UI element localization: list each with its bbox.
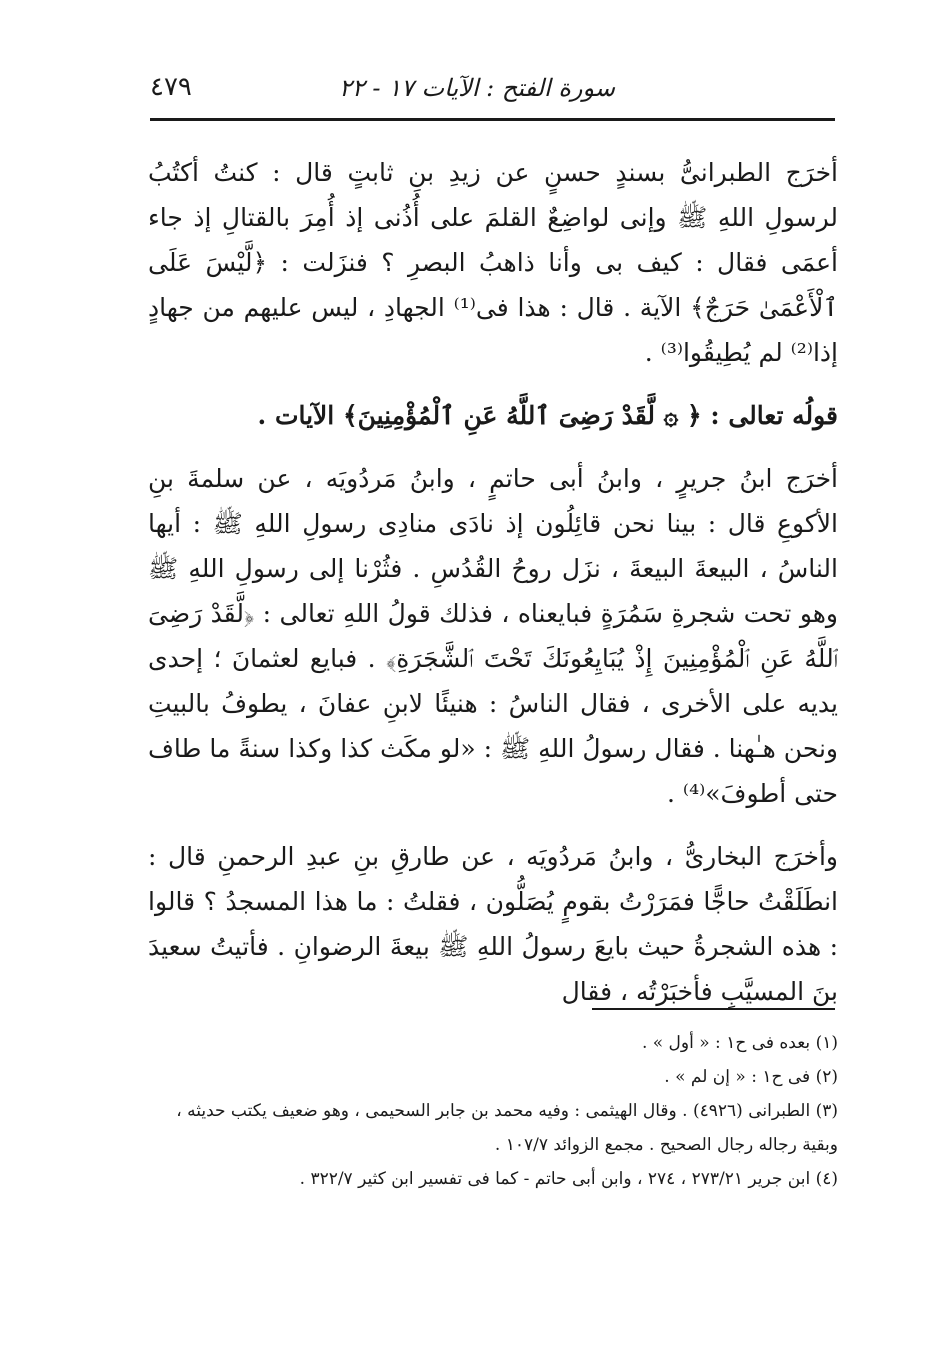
paragraph-bukhari: وأخرَج البخارىُّ ، وابنُ مَردُويَه ، عن طارقِ بنِ عبدِ الرحمنِ قال : انطَلَقْتُ حاجًّا فمَرَرْتُ بقومٍ يُصَلُّون ، فقلتُ : ما هذا المسجدُ ؟ قالوا : هذه الشجرةُ حيث بايعَ رسولُ اللهِ ﷺ بيعةَ الرضوانِ . فأتيتُ سعيدَ بنَ المسيَّبِ فأخبَرْتُه ، فقال [148,842,838,1006]
paragraph-tabarani: أخرَج الطبرانىُّ بسندٍ حسنٍ عن زيدِ بنِ ثابتٍ قال : كنتُ أكتُبُ لرسولِ اللهِ ﷺ وإنى لواضِعٌ القلمَ على أُذُنى إذ أُمِرَ بالقتالِ إذ جاء أعمَى فقال : كيف بى وأنا ذاهبُ البصرِ ؟ فنزَلت : ﴿لَّيْسَ عَلَى ٱلْأَعْمَىٰ حَرَجٌ﴾ الآية . قال : هذا فى⁽¹⁾ الجهادِ ، ليس عليهم من جهادٍ إذا⁽²⁾ لم يُطِيقُوا⁽³⁾ . [148,158,838,367]
page-number: ٤٧٩ [150,72,192,102]
footnote-3: (٣) الطبرانى (٤٩٢٦) . وقال الهيثمى : وفيه محمد بن جابر السحيمى ، وهو ضعيف يكتب حديثه ، وبقية رجاله رجال الصحيح . مجمع الزوائد ١٠٧/٧ . [176,1101,838,1155]
footnote-2: (٢) فى ح١ : « إن لم » . [664,1067,838,1087]
footnote-4: (٤) ابن جرير ٢٧٣/٢١ ، ٢٧٤ ، وابن أبى حاتم - كما فى تفسير ابن كثير ٣٢٢/٧ . [299,1169,838,1189]
header-rule [150,118,835,121]
verse-heading: قولُه تعالى : ﴿ ۞ لَّقَدْ رَضِىَ ٱللَّهُ عَنِ ٱلْمُؤْمِنِينَ﴾ الآيات . [257,401,838,430]
main-text [148,150,838,1014]
footnotes [150,1026,838,1196]
running-head-title: سورة الفتح : الآيات ١٧ - ٢٢ [338,74,615,102]
running-head [150,68,835,112]
paragraph-ibn-jarir: أخرَج ابنُ جريرٍ ، وابنُ أبى حاتمٍ ، وابنُ مَردُويَه ، عن سلمةَ بنِ الأكوعِ قال : بينا نحن قائِلُون إذ نادَى منادِى رسولِ اللهِ ﷺ : أيها الناسُ ، البيعةَ البيعةَ ، نزَل روحُ القُدُسِ . فثُرْنا إلى رسولِ اللهِ ﷺ وهو تحت شجرةِ سَمُرَةٍ فبايعناه ، فذلك قولُ اللهِ تعالى : ﴿لَّقَدْ رَضِىَ ٱللَّهُ عَنِ ٱلْمُؤْمِنِينَ إِذْ يُبَايِعُونَكَ تَحْتَ ٱلشَّجَرَةِ﴾ . فبايع لعثمانَ ؛ إحدى يديه على الأخرى ، فقال الناسُ : هنيئًا لابنِ عفانَ ، يطوفُ بالبيتِ ونحن هـٰهنا . فقال رسولُ اللهِ ﷺ : «لو مكَث كذا وكذا سنةً ما طاف حتى أطوفَ»⁽⁴⁾ . [148,464,838,808]
footnote-1: (١) بعده فى ح١ : « أول » . [641,1033,838,1053]
footnote-rule [592,1008,835,1010]
